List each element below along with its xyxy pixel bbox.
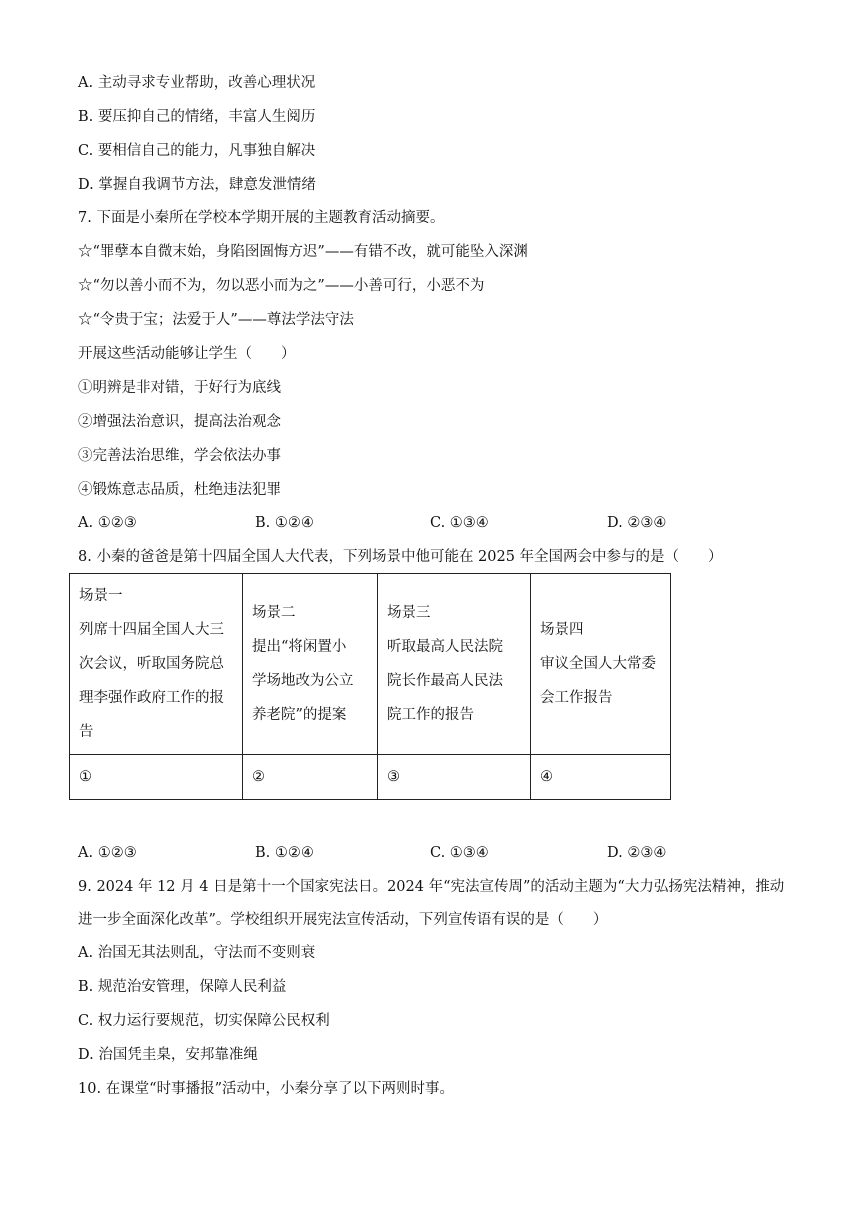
scene-2-cell: [243, 574, 378, 755]
scene-4-line: 审议全国人大常委: [540, 656, 656, 672]
q9-option-b: B. 规范治安管理，保障人民利益: [78, 979, 287, 995]
scene-1-cell: [70, 574, 243, 755]
scene-3-line: 院长作最高人民法: [387, 673, 503, 689]
q7-option-b: B. ①②④: [255, 515, 314, 531]
q7-statement-4: ④锻炼意志品质，杜绝违法犯罪: [78, 482, 281, 498]
scene-1-line: 告: [79, 724, 94, 740]
scene-2-line: 学场地改为公立: [252, 673, 354, 689]
scene-1-line: 理李强作政府工作的报: [79, 690, 224, 706]
q9-stem-line-1: 9. 2024 年 12 月 4 日是第十一个国家宪法日。2024 年“宪法宣传周”的活动主题为“大力弘扬宪法精神，推动: [78, 879, 785, 895]
q7-question: 开展这些活动能够让学生（ ）: [78, 346, 296, 362]
q6-option-d: D. 掌握自我调节方法，肆意发泄情绪: [78, 177, 316, 193]
q7-item-3: ☆“令贵于宝；法爱于人”——尊法学法守法: [78, 312, 354, 328]
q10-stem: 10. 在课堂“时事播报”活动中，小秦分享了以下两则时事。: [78, 1081, 454, 1097]
scene-2-number: ②: [243, 755, 378, 800]
q9-option-c: C. 权力运行要规范，切实保障公民权利: [78, 1013, 330, 1029]
scene-2-line: 场景二: [252, 605, 296, 621]
scene-3-line: 听取最高人民法院: [387, 639, 503, 655]
q8-option-c: C. ①③④: [430, 845, 489, 861]
q7-statement-1: ①明辨是非对错，于好行为底线: [78, 380, 281, 396]
q7-statement-3: ③完善法治思维，学会依法办事: [78, 448, 281, 464]
q9-option-a: A. 治国无其法则乱，守法而不变则衰: [78, 945, 316, 961]
scene-3-line: 场景三: [387, 605, 431, 621]
scene-4-line: 会工作报告: [540, 690, 613, 706]
q7-stem: 7. 下面是小秦所在学校本学期开展的主题教育活动摘要。: [78, 210, 445, 226]
q7-statement-2: ②增强法治意识，提高法治观念: [78, 414, 281, 430]
scene-3-cell: [378, 574, 531, 755]
q9-option-d: D. 治国凭圭臬，安邦靠准绳: [78, 1047, 258, 1063]
scene-2-line: 养老院”的提案: [252, 707, 347, 723]
scene-1-line: 次会议，听取国务院总: [79, 656, 224, 672]
q8-option-d: D. ②③④: [607, 845, 667, 861]
scene-table: [69, 573, 671, 800]
scene-4-cell: [531, 574, 671, 755]
scene-4-line: 场景四: [540, 622, 584, 638]
q6-option-a: A. 主动寻求专业帮助，改善心理状况: [78, 75, 316, 91]
q8-option-b: B. ①②④: [255, 845, 314, 861]
scene-3-number: ③: [378, 755, 531, 800]
scene-1-number: ①: [70, 755, 243, 800]
scene-2-line: 提出“将闲置小: [252, 639, 347, 655]
scene-3-line: 院工作的报告: [387, 707, 474, 723]
scene-1-line: 列席十四届全国人大三: [79, 622, 224, 638]
q7-option-c: C. ①③④: [430, 515, 489, 531]
q8-stem: 8. 小秦的爸爸是第十四届全国人大代表，下列场景中他可能在 2025 年全国两会中参与的是（ ）: [78, 549, 723, 565]
scene-1-line: 场景一: [79, 588, 123, 604]
q7-option-a: A. ①②③: [78, 515, 137, 531]
q6-option-b: B. 要压抑自己的情绪，丰富人生阅历: [78, 109, 316, 125]
q9-stem-line-2: 进一步全面深化改革”。学校组织开展宪法宣传活动，下列宣传语有误的是（ ）: [78, 912, 608, 928]
q7-option-d: D. ②③④: [607, 515, 667, 531]
scene-4-number: ④: [531, 755, 671, 800]
q8-option-a: A. ①②③: [78, 845, 137, 861]
q7-item-2: ☆“勿以善小而不为，勿以恶小而为之”——小善可行，小恶不为: [78, 278, 485, 294]
q6-option-c: C. 要相信自己的能力，凡事独自解决: [78, 143, 316, 159]
q7-item-1: ☆“罪孽本自微末始，身陷囹圄悔方迟”——有错不改，就可能坠入深渊: [78, 244, 528, 260]
